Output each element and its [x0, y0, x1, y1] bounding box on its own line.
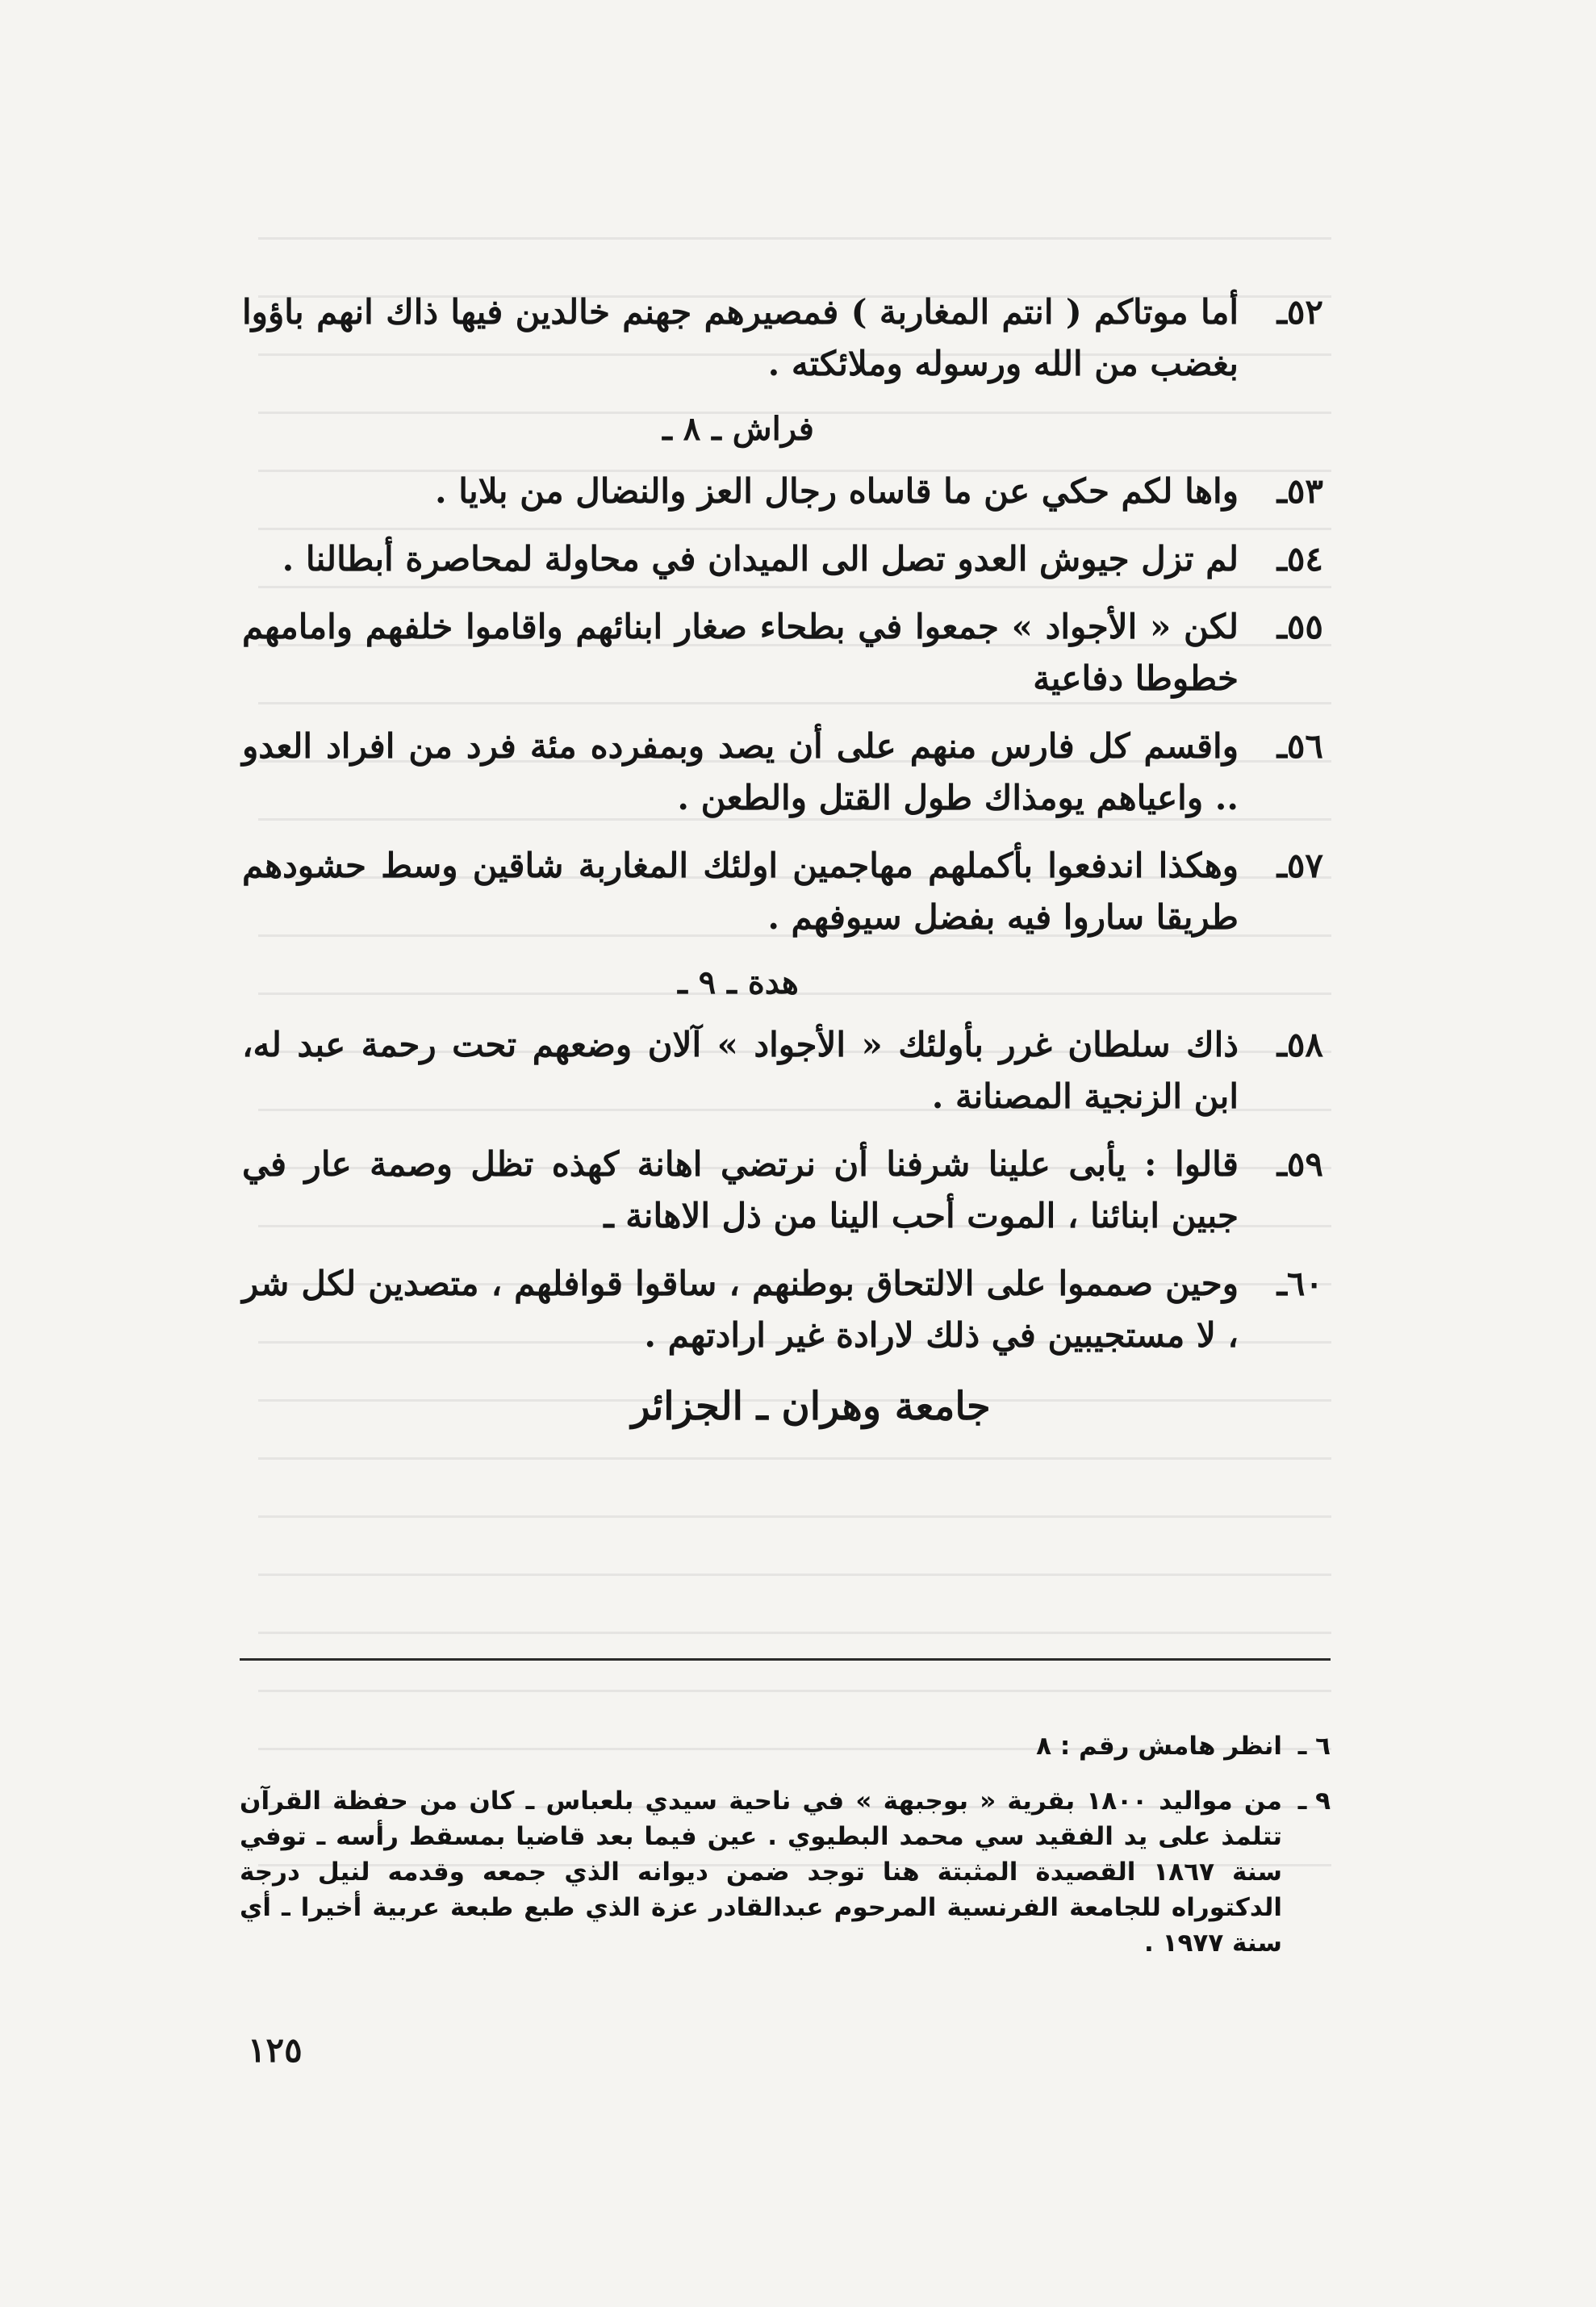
- verse-number: ٦٠ـ: [1276, 1264, 1323, 1303]
- section-subheading: هدة ـ ٩ ـ: [678, 963, 799, 1001]
- verse-60: [242, 1258, 1323, 1361]
- verse-text: وهكذا اندفعوا بأكملهم مهاجمين اولئك المغاربة شاقين وسط حشودهم طريقا ساروا فيه بفضل سيوفهم .: [242, 846, 1239, 937]
- verse-number: ٥٧ـ: [1276, 846, 1323, 885]
- verse-54: [242, 533, 1323, 585]
- verse-59: [242, 1139, 1323, 1242]
- verse-text: وحين صمموا على الالتحاق بوطنهم ، ساقوا قوافلهم ، متصدين لكل شر ، لا مستجيبين في ذلك لارادة غير ارادتهم .: [242, 1264, 1239, 1355]
- verse-text: لكن « الأجواد » جمعوا في بطحاء صغار ابنائهم واقاموا خلفهم وامامهم خطوطا دفاعية: [242, 607, 1239, 698]
- footnote-text: من مواليد ١٨٠٠ بقرية « بوجبهة » في ناحية سيدي بلعباس ـ كان من حفظة القرآن تتلمذ على يد الفقيد سي محمد البطيوي . عين فيما بعد قاضيا بمسقط رأسه ـ توفي سنة ١٨٦٧ القصيدة المثبتة هنا توجد ضمن ديوانه الذي جمعه وقدمه لنيل درجة الدكتوراه للجامعة الفرنسية المرحوم عبدالقادر عزة الذي طبع طبعة عربية أخيرا ـ أي سنة ١٩٧٧ .: [240, 1787, 1282, 1958]
- verse-55: [242, 601, 1323, 704]
- page-number: ١٢٥: [248, 2030, 303, 2070]
- footnote-number: ٩ ـ: [1297, 1787, 1331, 1816]
- verse-57: [242, 840, 1323, 943]
- verse-text: واقسم كل فارس منهم على أن يصد وبمفرده مئة فرد من افراد العدو .. واعياهم يومذاك طول القتل والطعن .: [242, 726, 1239, 817]
- verse-number: ٥٢ـ: [1276, 292, 1323, 332]
- section-subheading: فراش ـ ٨ ـ: [662, 410, 814, 448]
- verse-number: ٥٤ـ: [1276, 539, 1323, 579]
- footnote-number: ٦ ـ: [1297, 1732, 1331, 1761]
- verse-53: [242, 466, 1323, 517]
- verse-number: ٥٦ـ: [1276, 726, 1323, 766]
- footnote-item: [240, 1728, 1331, 1764]
- verse-text: ذاك سلطان غرر بأولئك « الأجواد » آلان وضعهم تحت رحمة عبد له، ابن الزنجية المصنانة .: [242, 1025, 1239, 1116]
- footnotes-section: [240, 1728, 1331, 1980]
- verse-number: ٥٩ـ: [1276, 1144, 1323, 1184]
- footnote-text: انظر هامش رقم : ٨: [1036, 1732, 1282, 1761]
- footnote-divider: [240, 1658, 1331, 1661]
- verse-56: [242, 721, 1323, 824]
- verse-58: [242, 1019, 1323, 1122]
- verse-text: واها لكم حكي عن ما قاساه رجال العز والنضال من بلايا .: [435, 471, 1239, 511]
- verse-text: قالوا : يأبى علينا شرفنا أن نرتضي اهانة كهذه تظل وصمة عار في جبين ابنائنا ، الموت أحب الينا من ذل الاهانة ـ: [242, 1144, 1239, 1235]
- verse-number: ٥٥ـ: [1276, 607, 1323, 646]
- verse-section: [242, 286, 1323, 1436]
- verse-number: ٥٣ـ: [1276, 471, 1323, 511]
- verse-number: ٥٨ـ: [1276, 1025, 1323, 1064]
- verse-text: لم تزل جيوش العدو تصل الى الميدان في محاولة لمحاصرة أبطالنا .: [282, 539, 1239, 579]
- footnote-item: [240, 1783, 1331, 1961]
- verse-52: [242, 286, 1323, 390]
- author-affiliation: جامعة وهران ـ الجزائر: [631, 1384, 991, 1429]
- verse-text: أما موتاكم ( انتم المغاربة ) فمصيرهم جهنم خالدين فيها ذاك انهم باؤوا بغضب من الله ورسوله وملائكته .: [242, 292, 1239, 383]
